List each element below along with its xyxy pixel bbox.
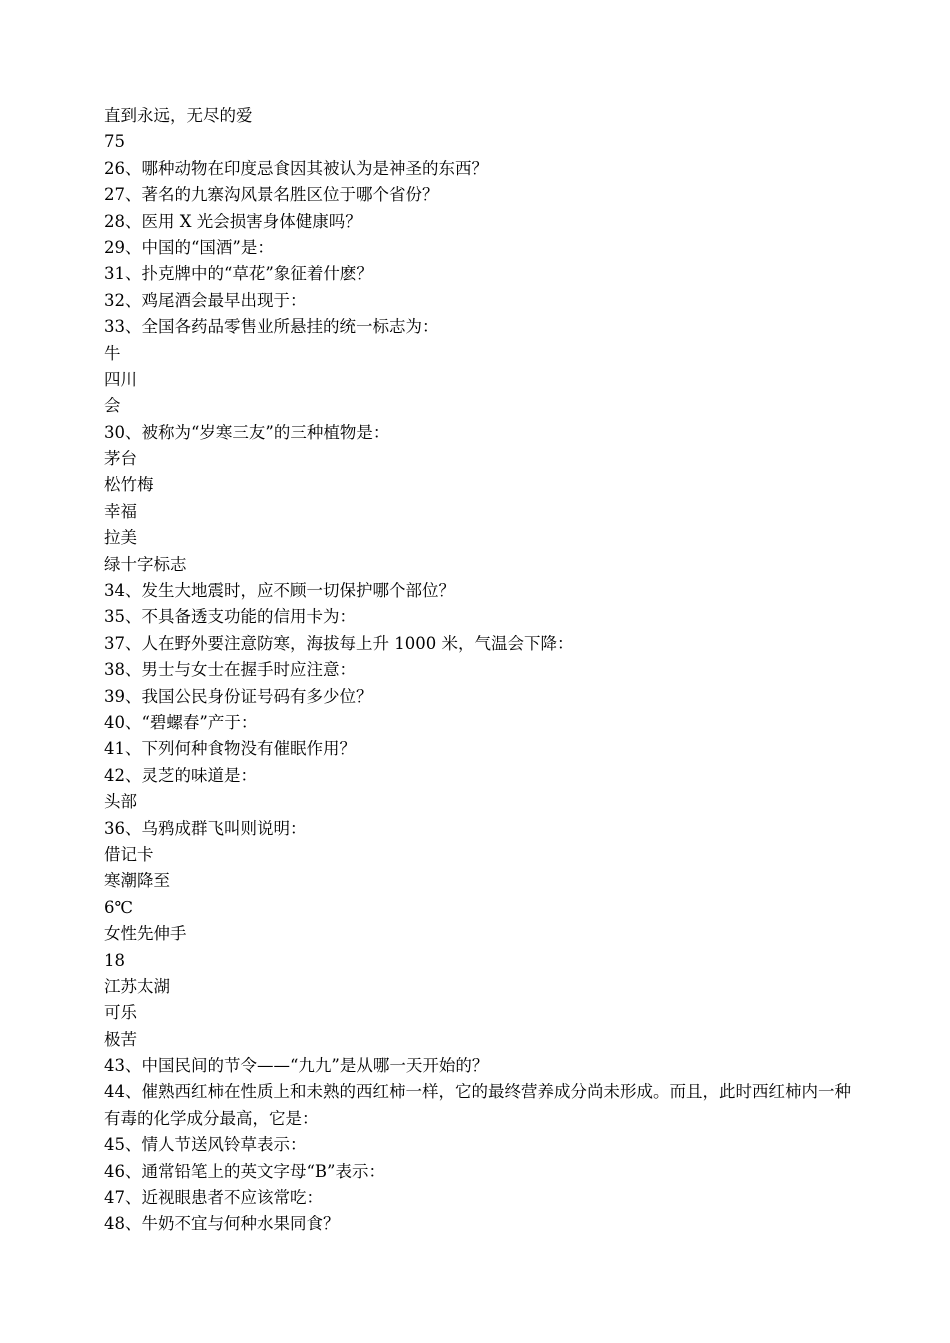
question-37: 37、人在野外要注意防寒，海拔每上升 1000 米，气温会下降：: [104, 633, 574, 653]
answer-line: 茅台: [104, 449, 137, 469]
question-42: 42、灵芝的味道是：: [104, 765, 257, 785]
answer-line: 18: [104, 950, 125, 970]
question-35: 35、不具备透支功能的信用卡为：: [104, 607, 356, 627]
answer-line: 绿十字标志: [104, 554, 187, 574]
answer-line: 幸福: [104, 501, 137, 521]
answer-line: 借记卡: [104, 844, 154, 864]
text-line: 75: [104, 132, 125, 152]
answer-line: 头部: [104, 792, 137, 812]
text-line: 直到永远，无尽的爱: [104, 106, 253, 125]
question-48: 48、牛奶不宜与何种水果同食？: [104, 1214, 340, 1234]
answer-line: 江苏太湖: [104, 976, 170, 996]
question-27: 27、著名的九寨沟风景名胜区位于哪个省份？: [104, 185, 439, 205]
answer-line: 寒潮降至: [104, 871, 170, 891]
answer-line: 可乐: [104, 1003, 137, 1023]
question-26: 26、哪种动物在印度忌食因其被认为是神圣的东西？: [104, 158, 488, 178]
document-body: [104, 103, 854, 1238]
question-39: 39、我国公民身份证号码有多少位？: [104, 686, 373, 706]
answer-line: 松竹梅: [104, 475, 154, 495]
question-32: 32、鸡尾酒会最早出现于：: [104, 290, 307, 310]
question-44: 44、催熟西红柿在性质上和未熟的西红柿一样，它的最终营养成分尚未形成。而且，此时西红柿内一种有毒的化学成分最高，它是：: [104, 1082, 851, 1128]
question-41: 41、下列何种食物没有催眠作用？: [104, 739, 356, 759]
question-45: 45、情人节送风铃草表示：: [104, 1135, 307, 1155]
answer-line: 极苦: [104, 1029, 137, 1049]
question-43: 43、中国民间的节令——“九九”是从哪一天开始的？: [104, 1056, 489, 1076]
question-30: 30、被称为“岁寒三友”的三种植物是：: [104, 422, 390, 442]
answer-line: 6℃: [104, 897, 133, 917]
answer-line: 会: [104, 396, 121, 416]
answer-line: 拉美: [104, 528, 137, 548]
question-33: 33、全国各药品零售业所悬挂的统一标志为：: [104, 317, 439, 337]
answer-line: 四川: [104, 369, 137, 389]
question-40: 40、“碧螺春”产于：: [104, 712, 258, 732]
question-31: 31、扑克牌中的“草花”象征着什麽？: [104, 264, 373, 284]
question-34: 34、发生大地震时，应不顾一切保护哪个部位？: [104, 581, 455, 601]
question-28: 28、医用 X 光会损害身体健康吗？: [104, 211, 362, 231]
question-47: 47、近视眼患者不应该常吃：: [104, 1188, 323, 1208]
question-38: 38、男士与女士在握手时应注意：: [104, 660, 356, 680]
question-36: 36、乌鸦成群飞叫则说明：: [104, 818, 307, 838]
answer-line: 女性先伸手: [104, 924, 187, 944]
answer-line: 牛: [104, 343, 121, 363]
question-29: 29、中国的“国酒”是：: [104, 237, 274, 257]
question-46: 46、通常铅笔上的英文字母“B”表示：: [104, 1161, 385, 1181]
